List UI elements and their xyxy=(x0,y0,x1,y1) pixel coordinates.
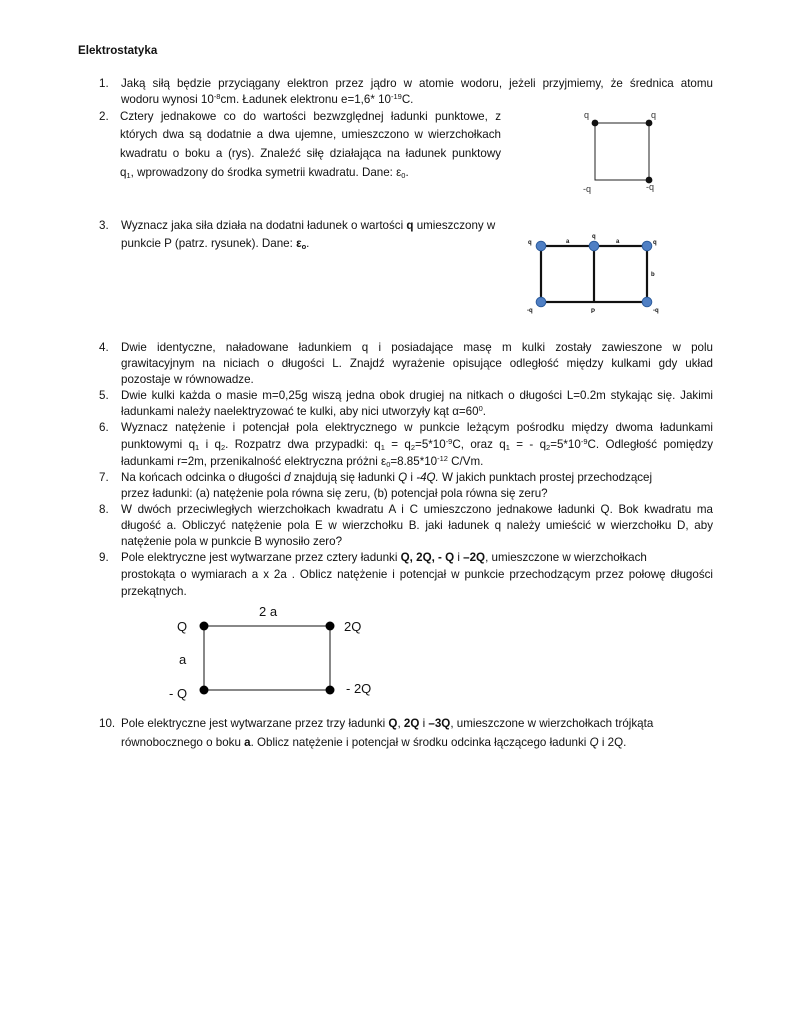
charge-dot xyxy=(326,686,335,695)
problem-10-line-2: równobocznego o boku a. Oblicz natężenie i potencjał w środku odcinka łączącego ładunki Q i 2Q. xyxy=(121,736,627,749)
charge-dot xyxy=(646,120,653,127)
label-q-left: q xyxy=(528,240,532,246)
problem-5-line-2: ładunkami należy naelektryzować te kulki, aby nici utworzyły kąt $\alpha=60^0$. xyxy=(121,404,486,418)
label-q-middle: q xyxy=(592,234,596,240)
problem-4-line-3: pozostaje w równowadze. xyxy=(121,373,254,386)
charge-dot xyxy=(642,241,652,251)
problem-9-number: 9. xyxy=(99,551,109,564)
problem-9-line-1: Pole elektryczne jest wytwarzane przez cztery ładunki Q, 2Q, - Q i –2Q, umieszczone w wierzchołkach xyxy=(121,551,647,564)
problem-7-line-1: Na końcach odcinka o długości d znajdują się ładunki Q i -4Q. W jakich punktach prostej przechodzącej xyxy=(121,471,653,484)
problem-7-number: 7. xyxy=(99,471,109,484)
label-minus-Q: - Q xyxy=(169,686,188,701)
charge-label-tr: q xyxy=(651,110,657,120)
problem-2-line-2: których dwa są dodatnie a dwa ujemne, umieszczono w wierzchołkach xyxy=(120,128,501,141)
problem-5-number: 5. xyxy=(99,389,109,402)
charge-dot xyxy=(200,686,209,695)
rectangle-charges-figure xyxy=(525,232,665,322)
rectangle-four-charges-figure xyxy=(160,600,390,710)
label-minus-q-right: -q xyxy=(653,308,659,314)
problem-10-number: 10. xyxy=(99,717,116,730)
problem-2-line-3: kwadratu o boku a (rys). Znaleźć siłę działająca na ładunek punktowy xyxy=(120,147,501,160)
problem-3-line-1: Wyznacz jaka siła działa na dodatni ładunek o wartości q umieszczony w xyxy=(121,219,496,232)
problem-4-line-2: grawitacyjnym na niciach o długości L. Znajdź wyrażenie opisujące odległość między kulkami gdy układ xyxy=(121,357,713,370)
label-p: P xyxy=(591,309,596,315)
square-charges-figure xyxy=(575,105,675,200)
problem-5-line-1: Dwie kulki każda o masie m=0,25g wiszą jedna obok drugiej na nitkach o długości L=0.2m stykając się. Jakimi xyxy=(121,389,713,402)
charge-dot xyxy=(536,241,546,251)
charge-dot xyxy=(326,622,335,631)
charge-label-br: -q xyxy=(646,182,655,192)
label-minus-2Q: - 2Q xyxy=(346,681,372,696)
problem-2-number: 2. xyxy=(99,110,109,123)
charge-dot xyxy=(592,120,599,127)
rectangle-outline xyxy=(204,626,330,690)
problem-8-line-1: W dwóch przeciwległych wierzchołkach kwadratu A i C umieszczono jednakowe ładunki Q. Bok kwadratu ma xyxy=(121,503,713,516)
label-minus-q-left: -q xyxy=(527,308,533,314)
problem-4-line-1: Dwie identyczne, naładowane ładunkiem q i posiadające masę m kulki zostały zawieszone w polu xyxy=(121,341,713,354)
problem-3-line-2: punkcie P (patrz. rysunek). Dane: $\varepsilon_o$. xyxy=(121,237,310,251)
problem-9-line-2: prostokąta o wymiarach a x 2a . Oblicz natężenie i potencjał w punkcie przechodzącym przez połowę długości xyxy=(121,568,713,581)
label-b: b xyxy=(651,272,655,278)
square-outline xyxy=(595,123,649,180)
label-q-right: q xyxy=(653,240,657,246)
problem-4-number: 4. xyxy=(99,341,109,354)
problem-10-line-1: Pole elektryczne jest wytwarzane przez trzy ładunki Q, 2Q i –3Q, umieszczone w wierzchołkach trójkąta xyxy=(121,717,654,730)
label-Q: Q xyxy=(177,619,188,634)
charge-dot xyxy=(200,622,209,631)
label-a-right: a xyxy=(616,239,620,245)
charge-dot xyxy=(642,297,652,307)
problem-8-line-3: natężenie pola w punkcie B wynosiło zero? xyxy=(121,535,343,548)
problem-2-line-4: $q_1$, wprowadzony do środka symetrii kwadratu. Dane: $\varepsilon_0$. xyxy=(120,166,409,180)
problem-7-line-2: przez ładunki: (a) natężenie pola równa się zeru, (b) potencjał pola równa się zeru? xyxy=(121,487,548,500)
problem-1-line-2: wodoru wynosi $10^{-8}cm$. Ładunek elektronu e=1,6* $10^{-19}C$. xyxy=(121,92,414,106)
problem-8-line-2: długość a. Obliczyć natężenie pola E w wierzchołku B. jaki ładunek q należy umieścić w wierzchołku D, aby xyxy=(121,519,713,532)
problem-6-line-3: ładunkami r=2m, przenikalność elektryczna próżni $\varepsilon_0=8.85*10^{-12}$ C/Vm. xyxy=(121,454,484,469)
label-2Q: 2Q xyxy=(344,619,362,634)
charge-label-bl: -q xyxy=(583,184,592,194)
problem-1-line-1: Jaką siłą będzie przyciągany elektron przez jądro w atomie wodoru, jeżeli przyjmiemy, że średnica atomu xyxy=(121,77,713,90)
problem-1-number: 1. xyxy=(99,77,109,90)
charge-dot xyxy=(589,241,599,251)
charge-dot xyxy=(536,297,546,307)
label-a-left: a xyxy=(566,239,570,245)
page-title: Elektrostatyka xyxy=(78,44,158,57)
problem-6-number: 6. xyxy=(99,421,109,434)
problem-6-line-1: Wyznacz natężenie i potencjał pola elektrycznego w punkcie leżącym pośrodku między dwoma ładunkami xyxy=(121,421,713,434)
problem-3-number: 3. xyxy=(99,219,109,232)
problem-6-line-2: punktowymi $q_1$ i $q_2$. Rozpatrz dwa przypadki: $q_1 = q_2=5*10^{-9}C$, oraz $q_1$ = - $q_2=5*10^{-9}C$. Odległość pomiędzy xyxy=(121,437,714,452)
problem-9-line-3: przekątnych. xyxy=(121,585,187,598)
label-2a: 2 a xyxy=(259,604,278,619)
problem-8-number: 8. xyxy=(99,503,109,516)
label-a: a xyxy=(179,652,187,667)
charge-label-tl: q xyxy=(584,110,590,120)
problem-2-line-1: Cztery jednakowe co do wartości bezwzględnej ładunki punktowe, z xyxy=(120,110,501,123)
